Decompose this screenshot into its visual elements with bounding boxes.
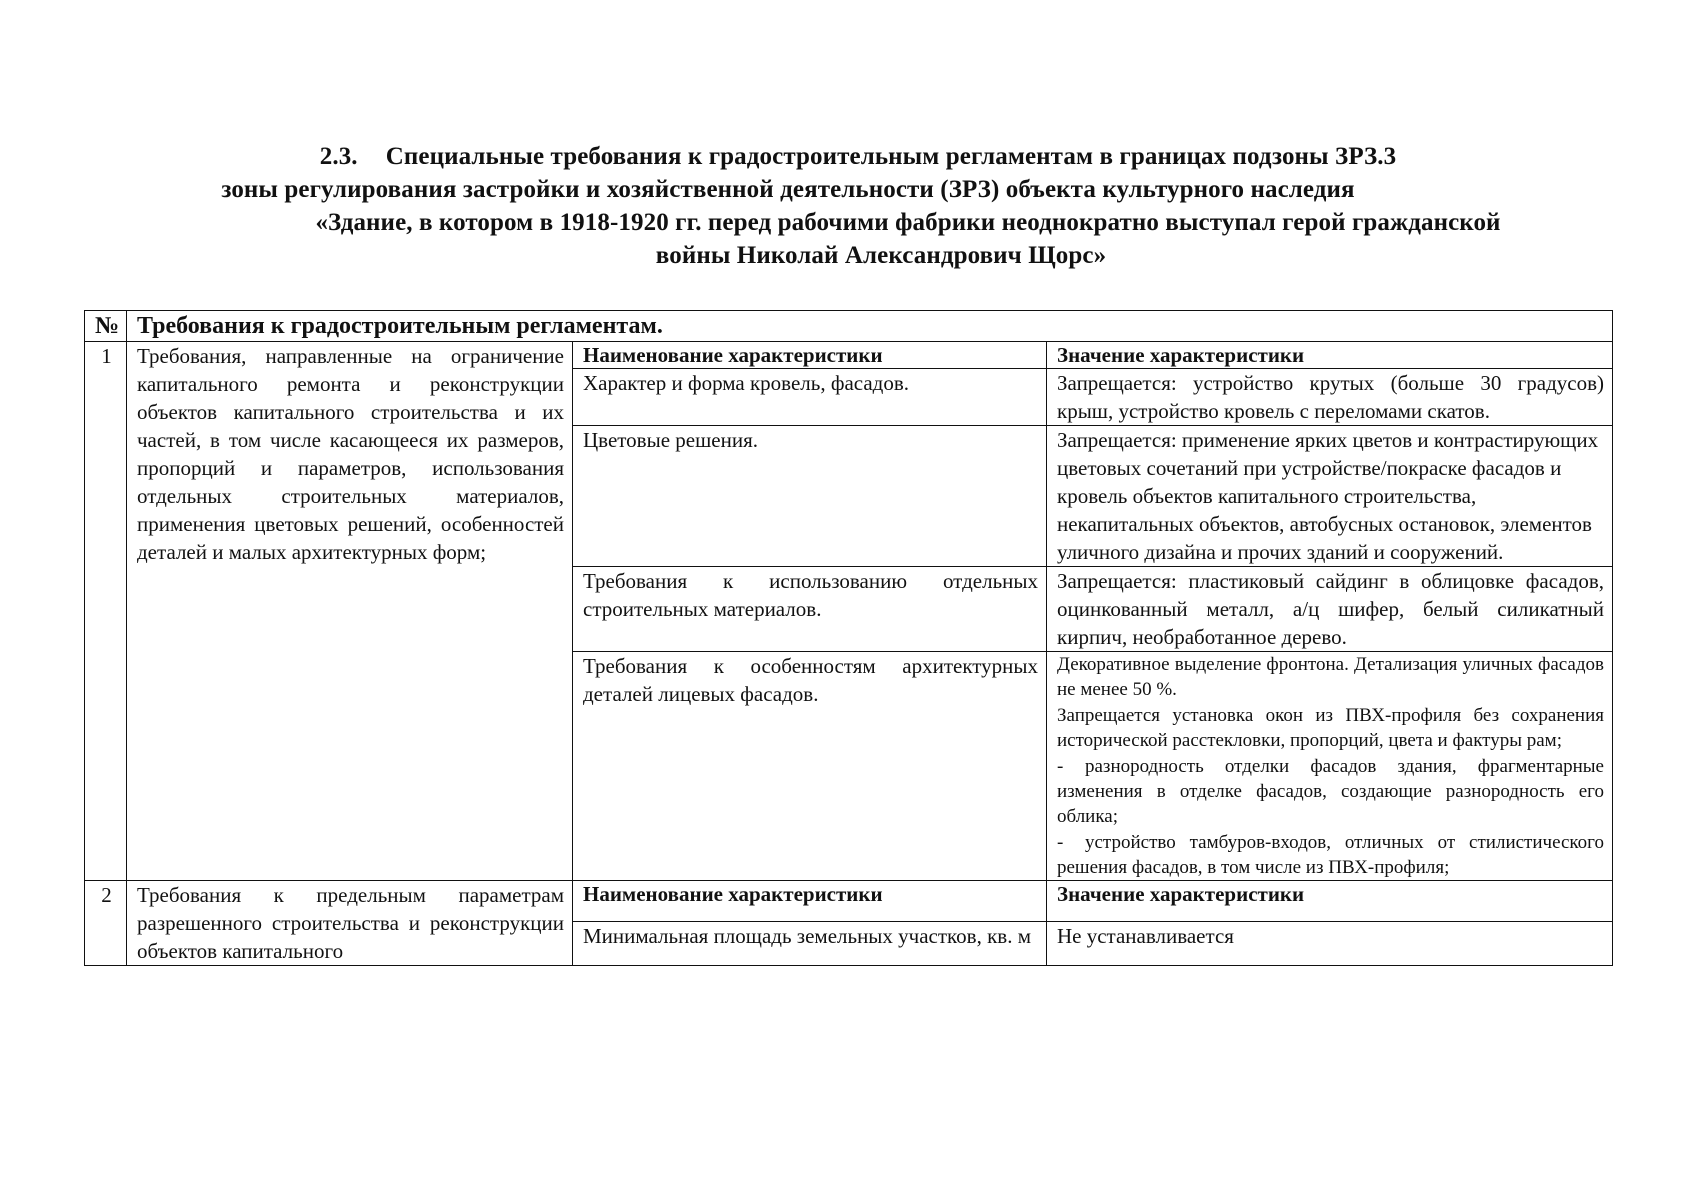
header-number-cell: № <box>85 311 127 342</box>
list-dash: - <box>1057 832 1064 853</box>
col-name-header: Наименование характеристики <box>573 342 1047 369</box>
list-dash: - <box>1057 756 1064 777</box>
title-line-2: зоны регулирования застройки и хозяйственной деятельности (ЗРЗ) объекта культурного наследия <box>221 176 1355 203</box>
characteristic-value-cell: Запрещается: устройство крутых (больше 30 градусов) крыш, устройство кровель с переломами скатов. <box>1047 369 1613 426</box>
col-value-header: Значение характеристики <box>1047 342 1613 369</box>
characteristic-name-cell: Минимальная площадь земельных участков, кв. м <box>573 921 1047 965</box>
requirement-cell: Требования к предельным параметрам разрешенного строительства и реконструкции объектов капитального <box>127 881 573 966</box>
value-text: устройство тамбуров-входов, отличных от стилистического решения фасадов, в том числе из ПВХ-профиля; <box>1057 832 1604 878</box>
value-paragraph <box>1057 830 1604 880</box>
value-paragraph <box>1057 754 1604 829</box>
characteristic-name-cell: Характер и форма кровель, фасадов. <box>573 369 1047 426</box>
characteristic-name-cell: Цветовые решения. <box>573 426 1047 567</box>
header-title-cell: Требования к градостроительным регламентам. <box>127 311 1613 342</box>
row-number-cell: 1 <box>85 342 127 881</box>
characteristic-value-cell <box>1047 652 1613 881</box>
title-text-1: Специальные требования к градостроительным регламентам в границах подзоны ЗРЗ.3 <box>385 143 1397 170</box>
value-paragraph: Запрещается установка окон из ПВХ-профиля без сохранения исторической расстекловки, пропорций, цвета и фактуры рам; <box>1057 705 1604 751</box>
title-line-4: войны Николай Александрович Щорс» <box>655 242 1107 269</box>
requirements-table <box>84 310 1613 966</box>
row-number-cell: 2 <box>85 881 127 966</box>
section-number: 2.3. <box>319 143 358 170</box>
characteristic-value-cell: Не устанавливается <box>1047 921 1613 965</box>
title-line-3: «Здание, в котором в 1918-1920 гг. перед рабочими фабрики неоднократно выступал герой гражданской <box>315 209 1501 236</box>
table-row <box>85 881 1613 922</box>
value-text: разнородность отделки фасадов здания, фрагментарные изменения в отделке фасадов, создающие разнородность его облика; <box>1057 756 1604 827</box>
value-paragraph: Декоративное выделение фронтона. Детализация уличных фасадов не менее 50 %. <box>1057 654 1604 700</box>
characteristic-name-cell: Требования к использованию отдельных строительных материалов. <box>573 567 1047 652</box>
document-title <box>84 140 1612 272</box>
requirement-cell: Требования, направленные на ограничение капитального ремонта и реконструкции объектов капитального строительства и их частей, в том числе касающееся их размеров, пропорций и параметров, использования отдельных строительных материалов, применения цветовых решений, особенностей деталей и малых архитектурных форм; <box>127 342 573 881</box>
characteristic-value-cell: Запрещается: применение ярких цветов и контрастирующих цветовых сочетаний при устройстве/покраске фасадов и кровель объектов капитального строительства, некапитальных объектов, автобусных остановок, элементов уличного дизайна и прочих зданий и сооружений. <box>1047 426 1613 567</box>
col-name-header: Наименование характеристики <box>573 881 1047 922</box>
table-row <box>85 342 1613 369</box>
table-header-row <box>85 311 1613 342</box>
title-line-1 <box>84 140 1612 173</box>
col-value-header: Значение характеристики <box>1047 881 1613 922</box>
characteristic-name-cell: Требования к особенностям архитектурных деталей лицевых фасадов. <box>573 652 1047 881</box>
characteristic-value-cell: Запрещается: пластиковый сайдинг в облицовке фасадов, оцинкованный металл, а/ц шифер, белый силикатный кирпич, необработанное дерево. <box>1047 567 1613 652</box>
